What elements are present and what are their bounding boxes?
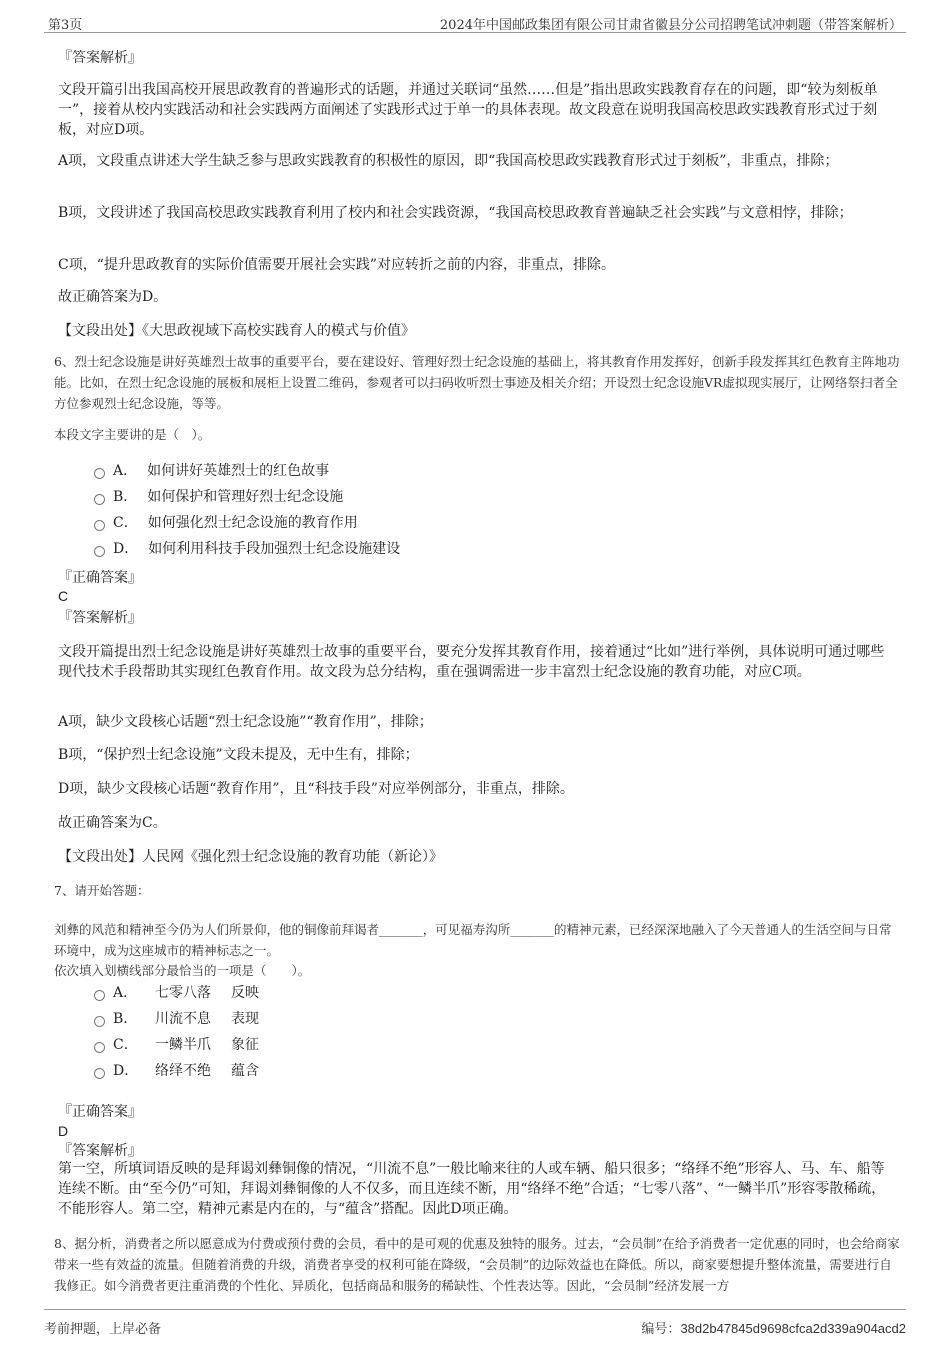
radio-button[interactable]	[94, 1016, 105, 1027]
q7-analysis-label: 『答案解析』	[58, 1143, 142, 1159]
q5-option-c-analysis: C项，“提升思政教育的实际价值需要开展社会实践”对应转折之前的内容，非重点，排除。	[58, 257, 616, 273]
footer-slogan: 考前押题，上岸必备	[44, 1322, 162, 1337]
q7-question: 依次填入划横线部分最恰当的一项是（ ）。	[54, 963, 311, 978]
q7-option-d[interactable]: D． 络绎不绝 蕴含	[94, 1058, 259, 1084]
q7-intro: 7、请开始答题：	[54, 883, 150, 898]
document-code	[641, 1318, 906, 1337]
q5-option-b-analysis: B项，文段讲述了我国高校思政实践教育利用了校内和社会实践资源，“我国高校思政教育普遍缺乏社会实践”与文意相悖，排除；	[58, 205, 853, 221]
q6-option-a[interactable]: A． 如何讲好英雄烈士的红色故事	[94, 458, 400, 484]
page-header	[44, 10, 906, 33]
q6-option-d-analysis: D项，缺少文段核心话题“教育作用”，且“科技手段”对应举例部分，非重点，排除。	[58, 781, 574, 797]
q7-analysis: 第一空，所填词语反映的是拜谒刘彝铜像的情况，“川流不息”一般比喻来往的人或车辆、船只很多；“络绎不绝”形容人、马、车、船等连续不断。由“至今仍”可知，拜谒刘彝铜像的人不仅多，而且连续不断，用“络绎不绝”合适；“七零八落”、“一鳞半爪”形容零散稀疏，不能形容人。第二空，精神元素是内在的，与“蕴含”搭配。因此D项正确。	[58, 1161, 886, 1217]
q6-answer: C	[58, 588, 69, 604]
code-value: 38d2b47845d9698cfca2d339a904acd2	[680, 1321, 906, 1336]
q6-answer-label: 『正确答案』	[58, 570, 142, 586]
radio-button[interactable]	[94, 1068, 105, 1079]
q8-stem: 8、据分析，消费者之所以愿意成为付费或预付费的会员，看中的是可观的优惠及独特的服务。过去，“会员制”在给予消费者一定优惠的同时，也会给商家带来一些有效益的流量。但随着消费的升级，消费者享受的权利可能在降级，“会员制”的边际效益也在降低。所以，商家要想提升整体流量，需要进行自我修正。如今消费者更注重消费的个性化、异质化，包括商品和服务的稀缺性、个性表达等。因此，“会员制”经济发展一方	[54, 1236, 900, 1293]
code-label: 编号：	[641, 1322, 681, 1337]
radio-button[interactable]	[94, 546, 105, 557]
q6-conclusion: 故正确答案为C。	[58, 815, 167, 831]
document-title: 2024年中国邮政集团有限公司甘肃省徽县分公司招聘笔试冲刺题（带答案解析）	[439, 18, 902, 33]
radio-button[interactable]	[94, 494, 105, 505]
q6-stem: 6、烈士纪念设施是讲好英雄烈士故事的重要平台，要在建设好、管理好烈士纪念设施的基础上，将其教育作用发挥好，创新手段发挥其红色教育主阵地功能。比如，在烈士纪念设施的展板和展柜上设置二维码，参观者可以扫码收听烈士事迹及相关介绍；开设烈士纪念设施VR虚拟现实展厅，让网络祭扫者全方位参观烈士纪念设施，等等。	[54, 354, 900, 411]
q6-source: 【文段出处】人民网《强化烈士纪念设施的教育功能（新论）》	[58, 849, 443, 865]
page-footer	[44, 1309, 906, 1336]
q6-options	[94, 458, 400, 562]
q6-option-a-analysis: A项，缺少文段核心话题“烈士纪念设施”“教育作用”，排除；	[58, 714, 433, 730]
radio-button[interactable]	[94, 468, 105, 479]
q5-source: 【文段出处】《大思政视域下高校实践育人的模式与价值》	[58, 323, 415, 339]
q7-options	[94, 980, 259, 1084]
q5-analysis-label: 『答案解析』	[58, 50, 142, 66]
q6-analysis-label: 『答案解析』	[58, 610, 142, 626]
q7-option-a[interactable]: A． 七零八落 反映	[94, 980, 259, 1006]
q7-option-b[interactable]: B． 川流不息 表现	[94, 1006, 259, 1032]
radio-button[interactable]	[94, 990, 105, 1001]
q5-conclusion: 故正确答案为D。	[58, 289, 168, 305]
q6-question: 本段文字主要讲的是（ ）。	[54, 427, 211, 442]
q7-stem: 刘彝的风范和精神至今仍为人们所景仰，他的铜像前拜谒者_______，可见福寿沟所_______的精神元素，已经深深地融入了今天普通人的生活空间与日常环境中，成为这座城市的精神标志之一。	[54, 922, 892, 958]
q7-answer: D	[58, 1123, 69, 1139]
q6-option-b[interactable]: B． 如何保护和管理好烈士纪念设施	[94, 484, 400, 510]
q7-option-c[interactable]: C． 一鳞半爪 象征	[94, 1032, 259, 1058]
q5-analysis: 文段开篇引出我国高校开展思政教育的普遍形式的话题，并通过关联词“虽然……但是”指出思政实践教育存在的问题，即“较为刻板单一”，接着从校内实践活动和社会实践两方面阐述了实践形式过于单一的具体表现。故文段意在说明我国高校思政实践教育形式过于刻板，对应D项。	[58, 82, 878, 138]
page-number: 第3页	[48, 18, 83, 33]
q6-analysis: 文段开篇提出烈士纪念设施是讲好英雄烈士故事的重要平台，要充分发挥其教育作用，接着通过“比如”进行举例，具体说明可通过哪些现代技术手段帮助其实现红色教育作用。故文段为总分结构，重在强调需进一步丰富烈士纪念设施的教育功能，对应C项。	[58, 644, 885, 680]
q6-option-d[interactable]: D． 如何利用科技手段加强烈士纪念设施建设	[94, 536, 400, 562]
q7-answer-label: 『正确答案』	[58, 1104, 142, 1120]
q6-option-c[interactable]: C． 如何强化烈士纪念设施的教育作用	[94, 510, 400, 536]
radio-button[interactable]	[94, 1042, 105, 1053]
radio-button[interactable]	[94, 520, 105, 531]
q6-option-b-analysis: B项，“保护烈士纪念设施”文段未提及，无中生有，排除；	[58, 747, 419, 763]
q5-option-a-analysis: A项，文段重点讲述大学生缺乏参与思政实践教育的积极性的原因，即“我国高校思政实践教育形式过于刻板”，非重点，排除；	[58, 153, 839, 169]
